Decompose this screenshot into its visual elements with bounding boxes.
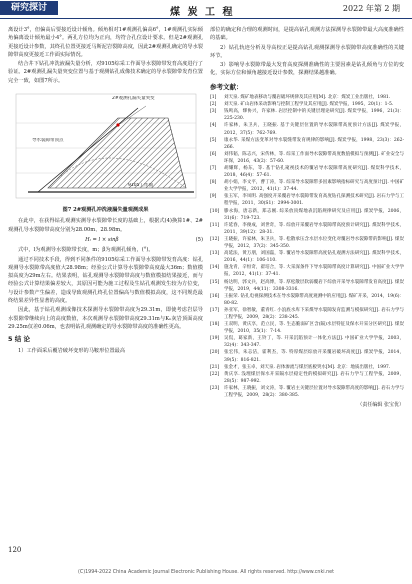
paragraph: 通过不同技术手段，得到不同条件的9105综采工作面导水裂隙带发育高度：钻孔观测导水裂隙带高度值大28.98m；经验公式计算导水裂隙带高度最大36m；数值模拟高度为29m左右。结果表明，钻孔观测导水裂隙带高度与数值模拟结果接近，而与经验公式计算结果偏差较大，其原因可能为施工过程及生钻孔观测发生较为方位变，与设计参数产生偏差，造成导致观测孔终孔位置偏高与数值模拟高度，这不同规范最终结果差异性显著的高度。 [8,256,203,305]
reference-number: [5] [210,137,217,143]
reference-item [210,371,404,385]
reference-text: 施龙青，辛恒奇，翟培合，等. 大采深条件下导水裂隙带高度计算研究[J]. 中国矿业大学学报，2012，41(1)：37-41. [224,265,404,278]
paragraph: 离设计3°，但偏高后要接近设计倾角。倾角相对1#观测孔偏高6°，1#观测孔实际倾角偏离设计倾角最小4°。两孔方位均为正向，均符合孔位设计要求。但是2#观测孔更接近设计参数，其终孔位置更接近马斯泥岩裂隙高度，因此2#观测孔确定的导水裂隙带高度更接近工作面实际情况。 [8,27,203,58]
reference-text: 王晓振，许家林，朱卫兵，等. 松散承压含水层水位变化对覆岩导水裂隙带的影响[J]. 煤炭学报，2012，37(2)：345-350. [224,236,404,250]
paragraph: 因此，基于钻孔观测成像技术探测导水裂隙带高度为29.31m，即使考虑岩层导水裂隙带继续向上的高度数值，本次观测导水裂隙带高度29.31m与Kₙ灰岩顶面高度29.25m仅差0.06m，也表明钻孔观测确定的导水裂隙带高度的准确性更高。 [8,307,203,330]
reference-item [210,122,404,136]
reference-item [210,94,404,101]
reference-text: 胡耀辉，杨东，等. 基于钻孔窥视技术的覆岩导水裂隙带高度研究[J]. 煤炭科学技术，2018，46(4)：57-61. [224,166,404,179]
reference-item [210,349,404,363]
header-rule [0,18,412,19]
reference-number: [11] [210,222,220,228]
formula [8,236,203,244]
reference-number: [16] [210,293,220,299]
reference-text: 许家林，朱卫兵，王晓振. 基于关键层位置的导水裂隙带高度预计方法[J]. 煤炭学报，2012，37(5)：762-769. [224,123,404,136]
reference-text: 王双明，黄庆享，范立民，等. 生态脆弱矿区含(隔)水层特征及保水开采分区研究[J]. 煤炭学报，2010，35(1)：7-14. [224,322,404,335]
figure-caption: 图7 2#观测孔冲洗液漏失量观测成果 [62,207,149,214]
reference-number: [22] [210,371,220,377]
reference-number: [8] [210,180,217,186]
reference-text: 刘伟韬，陈志兴，宋传林，等. 综采工作面导水裂隙带高度数值模拟与预测[J]. 矿业安全与环保，2016，43(2)：57-60. [224,151,404,164]
reference-item [210,335,404,349]
reference-item [210,193,404,207]
page-header [0,0,412,19]
paragraph: 1）工作面采后覆岩破坏变形的马鞍形位置最高 [18,347,126,354]
reference-item [210,364,404,371]
reference-number: [7] [210,166,217,172]
reference-number: [1] [210,95,217,101]
reference-text: 张金才，张玉卓，刘天泉. 岩体渗流与煤层底板突水[M]. 北京：地质出版社，1997. [224,364,391,370]
right-column [210,26,404,409]
reference-text: 胡小娟，李文平，曹丁涛，等. 综采导水裂隙带多因素影响指标研究与高度预计[J]. 中国矿业大学学报，2012，41(1)：37-44. [224,180,404,193]
section-heading: 5 结 论 [8,335,31,344]
reference-number: [10] [210,208,220,214]
reference-item [210,108,404,122]
reference-number: [14] [210,265,220,271]
issue-label: 2022 年第 2 期 [342,4,400,13]
reference-number: [19] [210,336,220,342]
paragraph: 式中，l为观测导水裂隙带长度，m；β为观测孔倾角，(°)。 [18,247,154,254]
reference-text: 杨达明，郭文兵，赵高博，等. 厚松散层软弱覆岩下综放开采导水裂隙带发育高度[J]. 煤炭学报，2019，44(11)：3308-3316. [224,279,404,292]
reference-text: 许家林，王晓振，刘文涛，等. 覆岩主关键层位置对导水裂隙带高度的影响[J]. 岩石力学与工程学报，2009，28(2)：380-385. [224,385,404,399]
reference-item [210,236,404,250]
reference-number: [2] [210,102,217,108]
reference-item [210,250,404,264]
page-number: 120 [8,546,22,554]
section-tag: 研究探讨 [0,1,58,15]
reference-item [210,151,404,165]
reference-text: 钱鸣高，缪协兴，许家林. 岩层控制中的关键层理论研究[J]. 煤炭学报，1996，21(3)：225-230. [224,109,404,122]
reference-item [210,293,404,307]
reference-list [210,94,404,399]
reference-text: 王振荣. 钻孔电视探测技术在导水裂隙带高度观测中的应用[J]. 煤矿开采，2014，19(6)：80-82. [224,293,404,306]
reference-text: 张宏伟，朱志洁，霍利杰，等. 特厚煤层综放开采覆岩破坏高度[J]. 煤炭学报，2014，39(5)：816-821. [224,350,404,363]
reference-item [210,222,404,236]
formula-expression: Hₗ = l × sinβ [85,236,119,243]
reference-item [210,165,404,179]
reference-text: 许延春，李俊成，刘世奇，等. 综放开采覆岩导水裂隙带高度预计研究[J]. 煤炭科学技术，2011，39(12)：28-31. [224,222,404,235]
reference-text: 高延法，黄万朋，刘国磊，等. 覆岩导水裂隙带高度钻孔观测方法研究[J]. 煤炭科学技术，2016，44(1)：106-110. [224,251,404,264]
reference-number: [3] [210,109,217,115]
journal-title: 煤 炭 工 程 [170,7,235,18]
reference-item [210,307,404,321]
reference-number: [15] [210,279,220,285]
left-column [8,26,203,356]
figure-7-graphic [8,88,203,204]
reference-item [210,385,404,399]
paragraph: 2）钻孔轨迹分析及导高校正是提高钻孔观测探测导水裂隙带高度准确性的关键环节。 [210,44,404,59]
reference-item [210,321,404,335]
reference-text: 吴侃，葛家新，王铃丁，等. 开采沉陷预计一体化方法[J]. 中国矿业大学学报，2003，32(4)：343-347. [224,336,404,349]
annotation-face: 9105工作面 [128,183,153,189]
reference-text: 刘天泉. 煤矿地表移动与覆岩破坏规律及其应用[M]. 北京：煤炭工业出版社，1981. [224,95,391,101]
reference-number: [13] [210,251,220,257]
reference-item [210,264,404,278]
paragraph: 结合井下钻孔冲洗液漏失量分析，对9105综采工作面导水裂隙带发育高度进行了验证。2#观测孔漏失量突变位置与基于观测钻孔成像技术确定的导水裂隙带发育位置完全一致，如图7所示。 [8,61,203,84]
reference-number: [18] [210,322,220,328]
paragraph: 部位的确定和合理的观测时间，是提高钻孔观测方法探测导水裂隙带最大高度准确性的基础。 [210,27,404,42]
formula-number: (5) [195,236,203,243]
editor-note: （责任编辑 张宝优） [357,402,404,409]
reference-number: [23] [210,385,220,391]
reference-item [210,208,404,222]
figure-7 [8,88,203,204]
reference-text: 刘天泉. 矿山岩体采动影响与控制工程学及其应用[J]. 煤炭学报，1995，20(1)：1-5. [224,102,394,108]
reference-text: 孙亚军，徐智敏，董青红. 小浪底水库下采煤导水裂隙发育监测与模拟研究[J]. 岩石力学与工程学报，2009，28(2)：238-245. [224,307,404,320]
references-heading: 参考文献： [210,82,243,91]
reference-text: 滕永海，唐志新，郑志刚. 综采放顶煤地表沉陷规律研究及应用[J]. 煤炭学报，2006，31(6)：719-723. [224,208,404,221]
fracture-zone [48,118,186,188]
reference-item [210,137,404,151]
reference-number: [12] [210,236,220,242]
paragraph: 3）影响导水裂隙带最大发育高度探测准确性的主要因素是钻孔倾角与方位的变化，实际方位和倾角越接近设计参数，探测结果越准确。 [210,62,404,77]
reference-item [210,179,404,193]
annotation-fracture-top: 导水裂隙带顶点 [32,138,64,144]
reference-number: [6] [210,151,217,157]
reference-text: 康永华. 采煤方法变革对导水裂缝带发育规律的影响[J]. 煤炭学报，1998，23(3)：262-266. [224,137,404,150]
leakage-point [116,123,119,126]
reference-number: [21] [210,364,220,370]
reference-text: 黄庆享. 浅埋煤层保水开采隔水层稳定性的模拟研究[J]. 岩石力学与工程学报，2009，28(5)：987-992. [224,371,404,384]
reference-item [210,101,404,108]
reference-item [210,279,404,293]
reference-number: [20] [210,350,220,356]
reference-number: [9] [210,194,217,200]
paragraph: 在此中，在获得钻孔观测实测导水裂隙带长度的基础上，根据式(4)换算1#、2#观测孔导水裂隙带高度分别为28.00m、28.98m。 [8,218,203,233]
reference-number: [17] [210,307,220,313]
reference-number: [4] [210,123,217,129]
copyright-footer: (C)1994-2022 China Academic Journal Electronic Publishing House. All rights reserved. http://www.cnki.net [78,570,334,575]
reference-text: 张玉军，李凤明. 高强度开采覆岩导水裂隙带发育高度钻孔探测技术研究[J]. 岩石力学与工程学报，2011，30(S1)：2994-3001. [224,194,404,207]
annotation-leakage: 2#观测孔漏失量突变 [112,96,155,102]
